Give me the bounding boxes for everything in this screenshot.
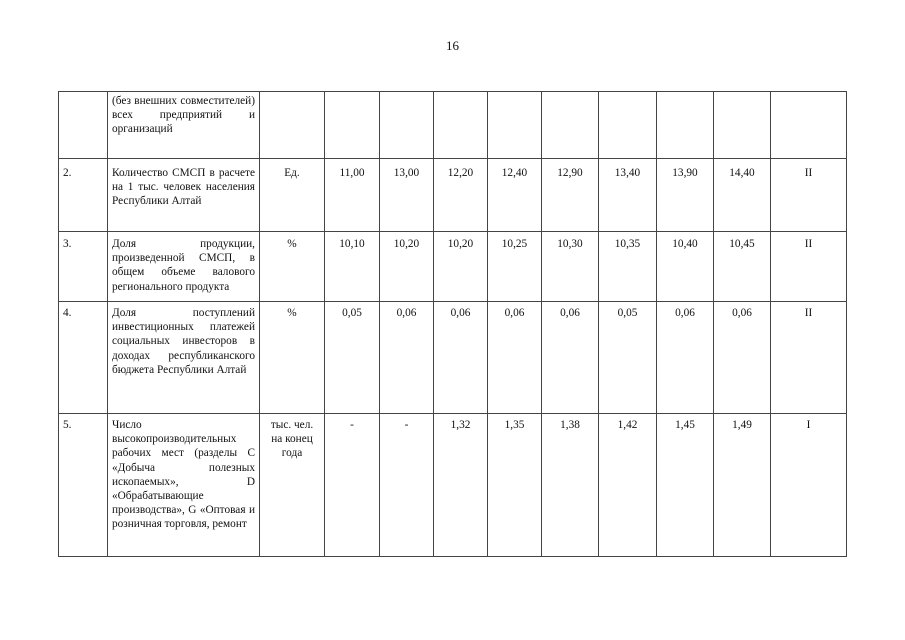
level-cell: II (771, 232, 847, 302)
unit-cell: Ед. (260, 159, 325, 232)
unit-cell (260, 92, 325, 159)
table-row (59, 302, 847, 414)
value-cell (325, 92, 380, 159)
indicator-name-cell: Количество СМСП в расчете на 1 тыс. человек населения Республики Алтай (108, 159, 260, 232)
unit-cell: % (260, 302, 325, 414)
value-cell: 12,90 (542, 159, 599, 232)
unit-cell: тыс. чел. на конец года (260, 414, 325, 557)
value-cell: 0,06 (434, 302, 488, 414)
table-row (59, 92, 847, 159)
value-cell (657, 92, 714, 159)
value-cell: 12,20 (434, 159, 488, 232)
value-cell: 10,20 (434, 232, 488, 302)
value-cell: 0,06 (488, 302, 542, 414)
value-cell (380, 92, 434, 159)
value-cell: 12,40 (488, 159, 542, 232)
value-cell: 10,20 (380, 232, 434, 302)
unit-cell: % (260, 232, 325, 302)
table-row (59, 159, 847, 232)
value-cell: 10,30 (542, 232, 599, 302)
value-cell: 0,06 (714, 302, 771, 414)
value-cell: 0,06 (380, 302, 434, 414)
level-cell (771, 92, 847, 159)
value-cell: 0,05 (325, 302, 380, 414)
table-body (59, 92, 847, 557)
value-cell (714, 92, 771, 159)
page-number: 16 (446, 38, 459, 53)
value-cell: 1,42 (599, 414, 657, 557)
value-cell: - (325, 414, 380, 557)
value-cell: 10,45 (714, 232, 771, 302)
value-cell (542, 92, 599, 159)
value-cell: - (380, 414, 434, 557)
level-cell: II (771, 302, 847, 414)
value-cell (599, 92, 657, 159)
row-number-cell: 5. (59, 414, 108, 557)
value-cell: 13,90 (657, 159, 714, 232)
value-cell: 0,06 (657, 302, 714, 414)
value-cell: 10,25 (488, 232, 542, 302)
value-cell (434, 92, 488, 159)
row-number-cell: 4. (59, 302, 108, 414)
indicator-name-cell: Доля поступлений инвестиционных платежей социальных инвесторов в доходах республиканского бюджета Республики Алтай (108, 302, 260, 414)
indicator-name-cell: (без внешних совместителей) всех предприятий и организаций (108, 92, 260, 159)
indicator-name-cell: Число высокопроизводительных рабочих мест (разделы С «Добыча полезных ископаемых», D «Обрабатывающие производства», G «Оптовая и розничная торговля, ремонт (108, 414, 260, 557)
table-row (59, 414, 847, 557)
value-cell (488, 92, 542, 159)
value-cell: 10,35 (599, 232, 657, 302)
value-cell: 1,32 (434, 414, 488, 557)
level-cell: II (771, 159, 847, 232)
value-cell: 13,00 (380, 159, 434, 232)
level-cell: I (771, 414, 847, 557)
value-cell: 1,35 (488, 414, 542, 557)
value-cell: 0,06 (542, 302, 599, 414)
value-cell: 0,05 (599, 302, 657, 414)
row-number-cell: 2. (59, 159, 108, 232)
row-number-cell: 3. (59, 232, 108, 302)
value-cell: 1,45 (657, 414, 714, 557)
value-cell: 11,00 (325, 159, 380, 232)
value-cell: 14,40 (714, 159, 771, 232)
row-number-cell (59, 92, 108, 159)
indicator-name-cell: Доля продукции, произведенной СМСП, в общем объеме валового регионального продукта (108, 232, 260, 302)
value-cell: 1,49 (714, 414, 771, 557)
value-cell: 13,40 (599, 159, 657, 232)
table-row (59, 232, 847, 302)
indicators-table (58, 91, 847, 557)
value-cell: 10,10 (325, 232, 380, 302)
value-cell: 10,40 (657, 232, 714, 302)
value-cell: 1,38 (542, 414, 599, 557)
